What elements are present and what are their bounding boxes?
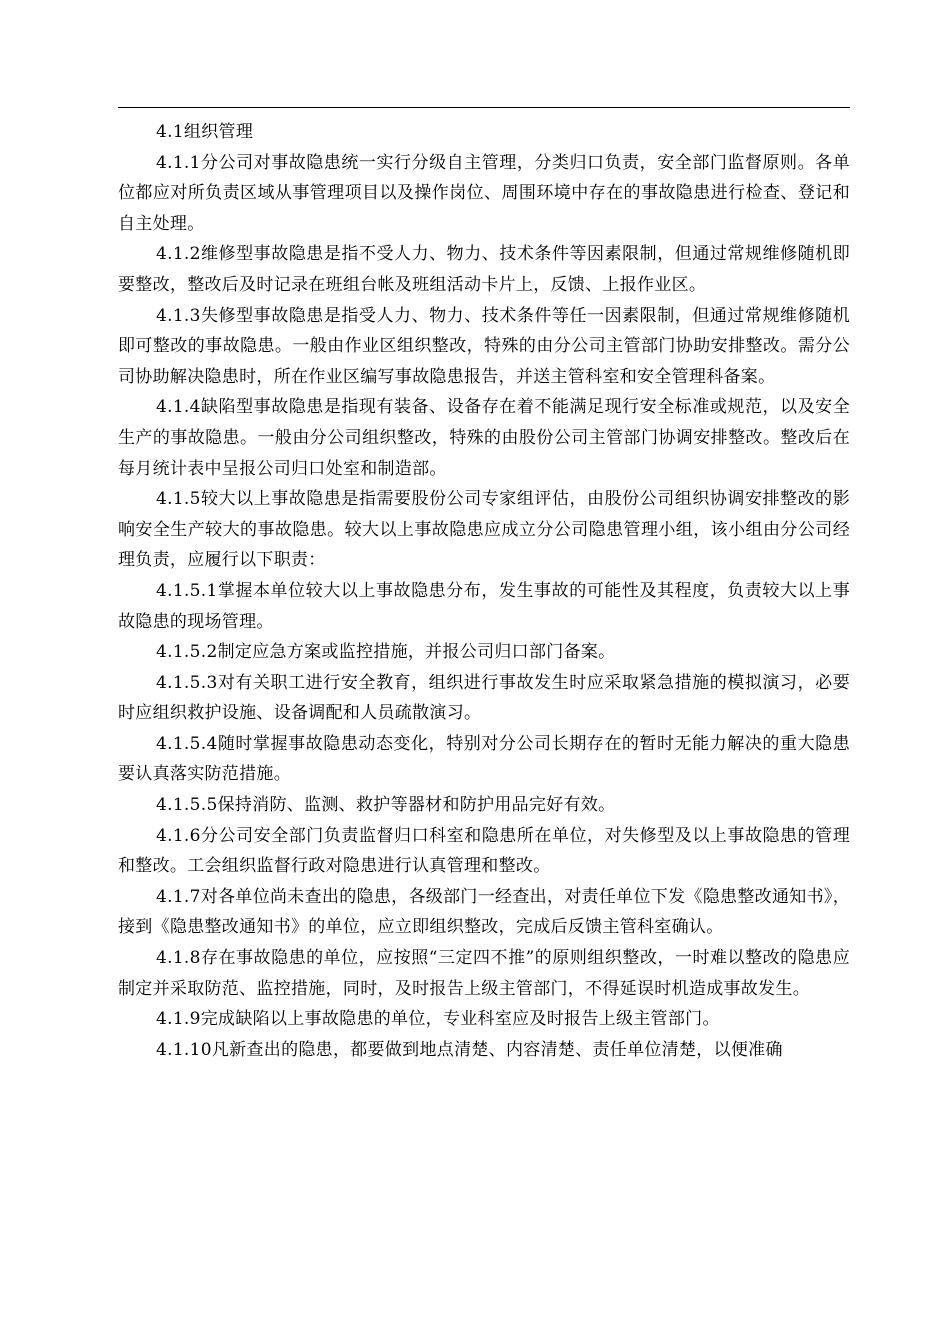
paragraph-4-1-4: 4.1.4缺陷型事故隐患是指现有装备、设备存在着不能满足现行安全标准或规范，以及安全生产的事故隐患。一般由分公司组织整改，特殊的由股份公司主管部门协调安排整改。整改后在每月统计表中呈报公司归口处室和制造部。 <box>118 397 850 479</box>
paragraph-4-1-8: 4.1.8存在事故隐患的单位，应按照“三定四不推”的原则组织整改，一时难以整改的隐患应制定并采取防范、监控措施，同时，及时报告上级主管部门，不得延误时机造成事故发生。 <box>118 948 850 999</box>
paragraph-4-1-5-2: 4.1.5.2制定应急方案或监控措施，并报公司归口部门备案。 <box>156 642 616 663</box>
document-page <box>118 0 850 1344</box>
paragraph-4-1-7: 4.1.7对各单位尚未查出的隐患，各级部门一经查出，对责任单位下发《隐患整改通知书》，接到《隐患整改通知书》的单位，应立即组织整改，完成后反馈主管科室确认。 <box>118 886 850 938</box>
paragraph-4-1-10: 4.1.10凡新查出的隐患，都要做到地点清楚、内容清楚、责任单位清楚，以便准确 <box>156 1039 783 1060</box>
paragraph-4-1-9: 4.1.9完成缺陷以上事故隐患的单位，专业科室应及时报告上级主管部门。 <box>156 1009 720 1030</box>
header-rule <box>118 107 850 108</box>
paragraph-4-1-6: 4.1.6分公司安全部门负责监督归口科室和隐患所在单位，对失修型及以上事故隐患的管理和整改。工会组织监督行政对隐患进行认真管理和整改。 <box>118 825 850 877</box>
paragraph-4-1-5: 4.1.5较大以上事故隐患是指需要股份公司专家组评估，由股份公司组织协调安排整改的影响安全生产较大的事故隐患。较大以上事故隐患应成立分公司隐患管理小组，该小组由分公司经理负责，应履行以下职责： <box>118 489 850 571</box>
paragraph-4-1-5-5: 4.1.5.5保持消防、监测、救护等器材和防护用品完好有效。 <box>156 795 616 816</box>
paragraph-4-1-2: 4.1.2维修型事故隐患是指不受人力、物力、技术条件等因素限制，但通过常规维修随机即要整改，整改后及时记录在班组台帐及班组活动卡片上，反馈、上报作业区。 <box>118 244 850 295</box>
paragraph-4-1-5-3: 4.1.5.3对有关职工进行安全教育，组织进行事故发生时应采取紧急措施的模拟演习，必要时应组织救护设施、设备调配和人员疏散演习。 <box>118 672 850 724</box>
paragraph-4-1-1: 4.1.1分公司对事故隐患统一实行分级自主管理，分类归口负责，安全部门监督原则。各单位都应对所负责区域从事管理项目以及操作岗位、周围环境中存在的事故隐患进行检查、登记和自主处理。 <box>118 152 850 234</box>
paragraph-4-1-5-4: 4.1.5.4随时掌握事故隐患动态变化，特别对分公司长期存在的暂时无能力解决的重大隐患要认真落实防范措施。 <box>118 733 850 785</box>
paragraph-4-1-5-1: 4.1.5.1掌握本单位较大以上事故隐患分布，发生事故的可能性及其程度，负责较大以上事故隐患的现场管理。 <box>118 580 850 632</box>
section-heading-4-1: 4.1组织管理 <box>156 122 254 142</box>
document-body <box>118 117 850 1065</box>
paragraph-4-1-3: 4.1.3失修型事故隐患是指受人力、物力、技术条件等任一因素限制，但通过常规维修随机即可整改的事故隐患。一般由作业区组织整改，特殊的由分公司主管部门协助安排整改。需分公司协助解决隐患时，所在作业区编写事故隐患报告，并送主管科室和安全管理科备案。 <box>118 305 850 387</box>
